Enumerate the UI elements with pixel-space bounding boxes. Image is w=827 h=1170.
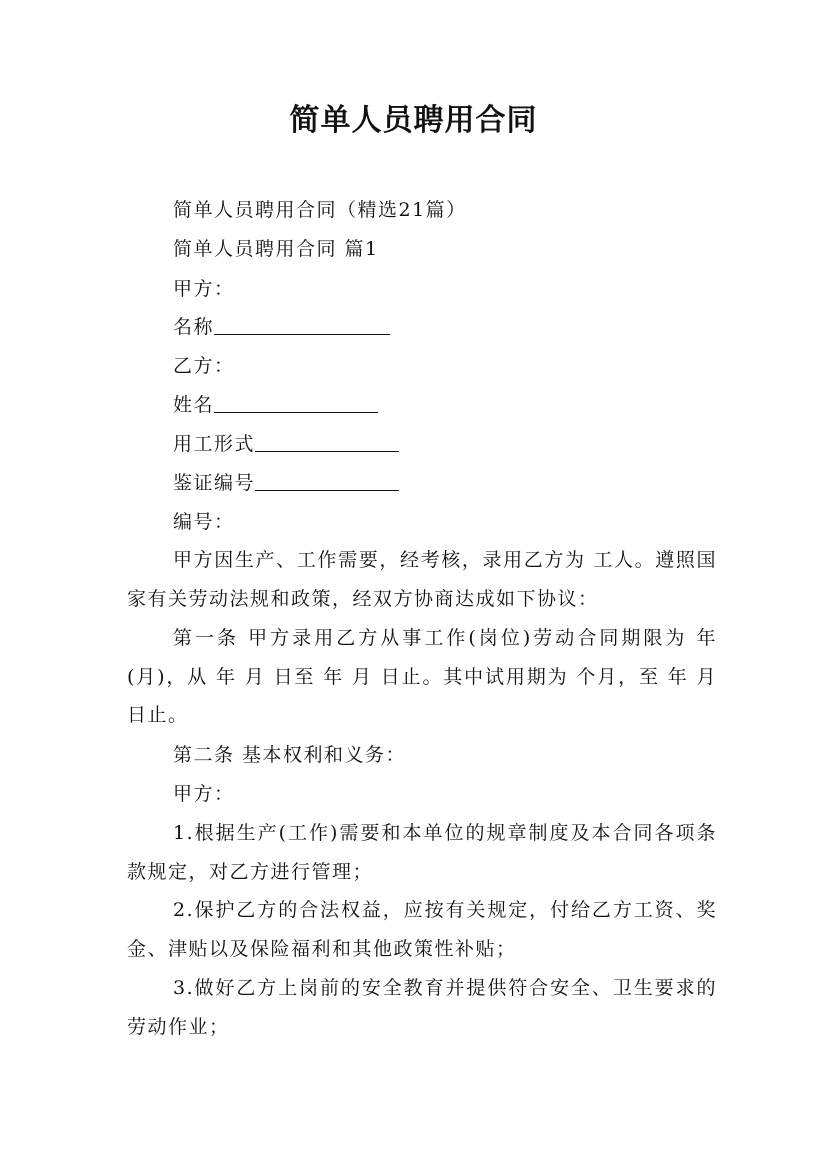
person-name-label: 姓名 <box>173 394 215 416</box>
employment-form-field <box>127 425 717 464</box>
article-2-heading: 第二条 基本权利和义务： <box>173 744 407 766</box>
employment-form-blank-line <box>255 431 399 452</box>
party-b-label: 乙方： <box>173 355 235 377</box>
section-heading: 简单人员聘用合同 篇1 <box>173 238 379 260</box>
intro-paragraph: 甲方因生产、工作需要，经考核，录用乙方为 工人。遵照国家有关劳动法规和政策，经双方协商达成如下协议： <box>127 549 717 610</box>
document-title: 简单人员聘用合同 <box>289 103 538 138</box>
document-subtitle: 简单人员聘用合同（精选21篇） <box>173 199 467 221</box>
duty-item-1: 1.根据生产(工作)需要和本单位的规章制度及本合同各项条款规定，对乙方进行管理； <box>127 822 717 883</box>
person-name-blank-line <box>214 392 378 413</box>
verification-no-blank-line <box>255 470 399 491</box>
party-a-label: 甲方： <box>173 278 235 300</box>
name-field <box>127 308 717 347</box>
name-label: 名称 <box>173 316 215 338</box>
number-label: 编号： <box>173 511 235 533</box>
article-1: 第一条 甲方录用乙方从事工作(岗位)劳动合同期限为 年(月)，从 年 月 日至 年 月 日止。其中试用期为 个月，至 年 月 日止。 <box>127 627 725 726</box>
person-name-field <box>127 386 717 425</box>
name-blank-line <box>214 314 390 335</box>
employment-form-label: 用工形式 <box>173 433 256 455</box>
verification-no-field <box>127 464 717 503</box>
duty-item-2: 2.保护乙方的合法权益，应按有关规定，付给乙方工资、奖金、津贴以及保险福利和其他政策性补贴； <box>127 899 717 960</box>
verification-no-label: 鉴证编号 <box>173 472 256 494</box>
duty-item-3: 3.做好乙方上岗前的安全教育并提供符合安全、卫生要求的劳动作业； <box>127 977 717 1038</box>
party-a-duties-label: 甲方： <box>173 783 235 805</box>
